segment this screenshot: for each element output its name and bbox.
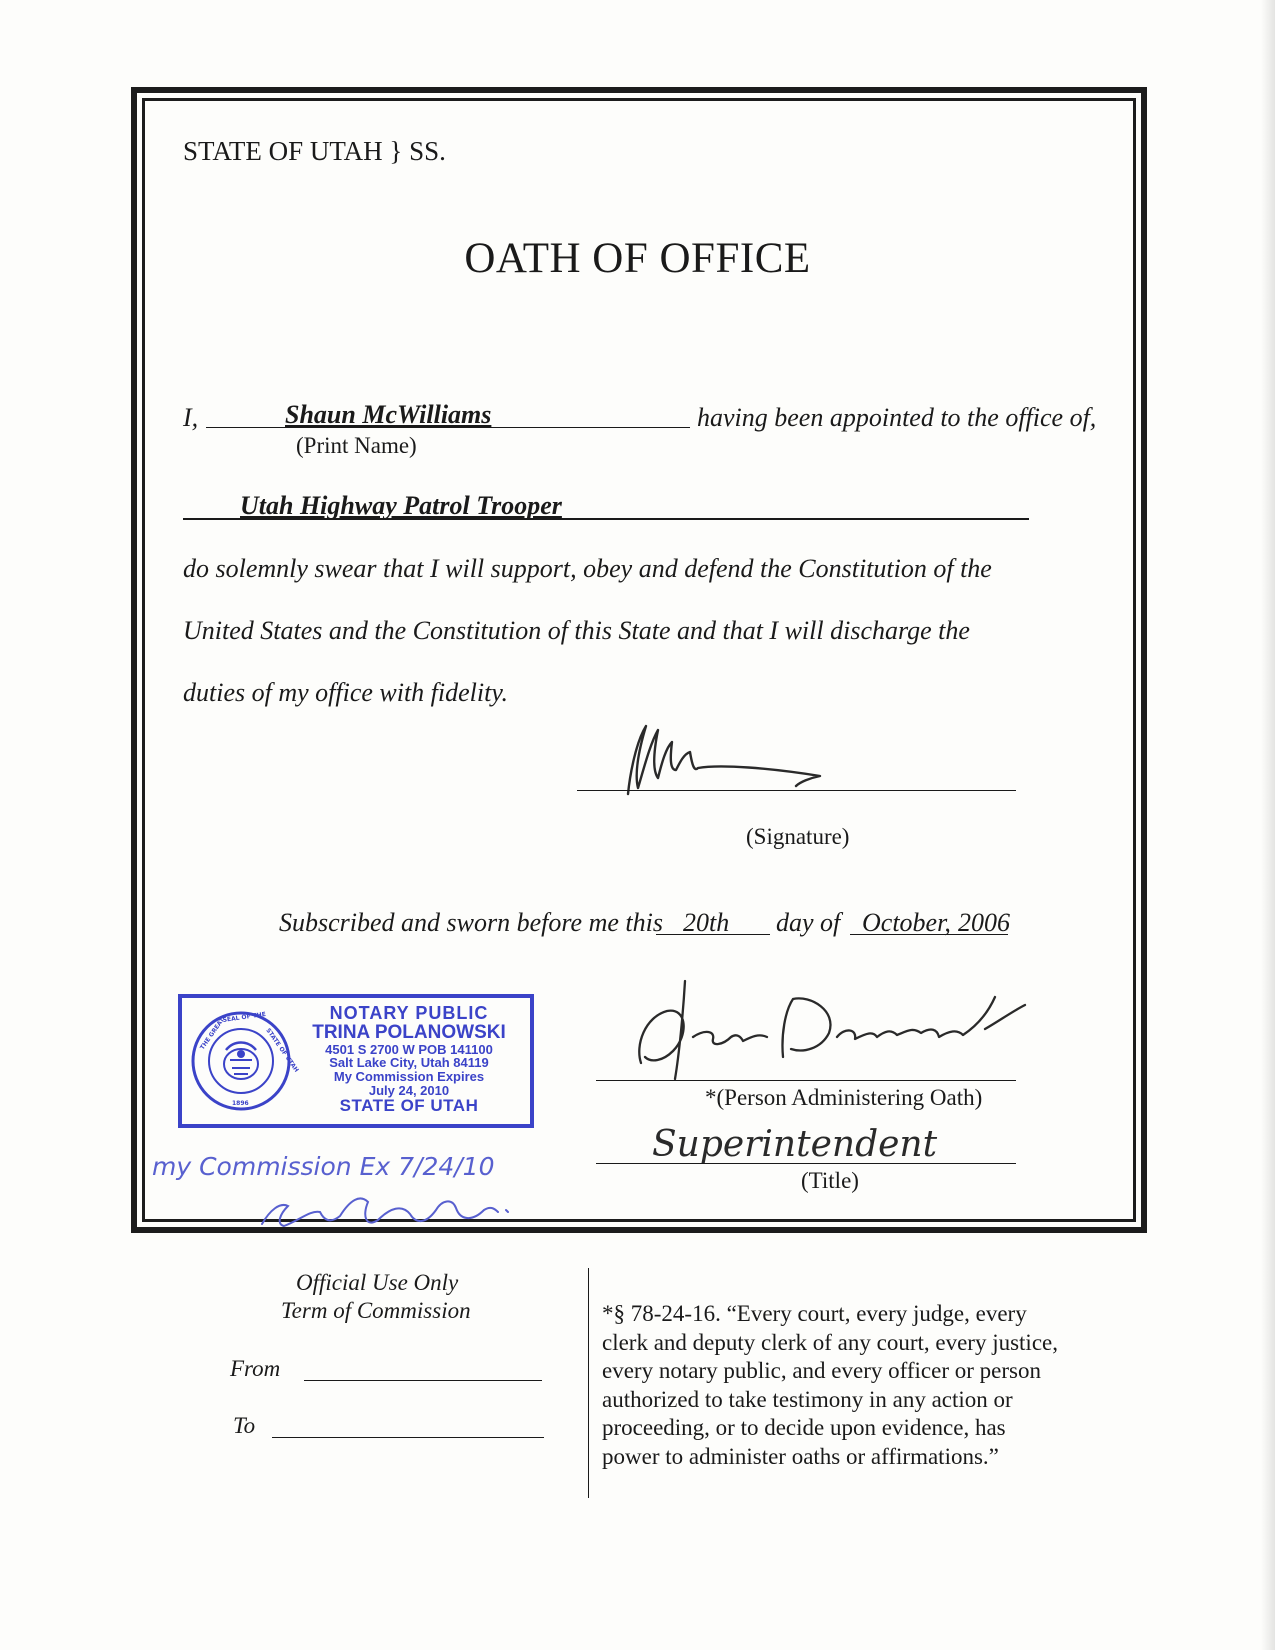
footer-divider: [588, 1268, 589, 1498]
title-caption: (Title): [801, 1168, 859, 1193]
statute-text: [602, 1300, 1142, 1471]
venue-heading: STATE OF UTAH } SS.: [183, 136, 446, 166]
oath-line-1: do solemnly swear that I will support, obey and defend the Constitution of the: [183, 554, 992, 583]
statute-line-6: power to administer oaths or affirmations.”: [602, 1443, 999, 1469]
oath-line-2: United States and the Constitution of this State and that I will discharge the: [183, 616, 970, 645]
statute-line-2: clerk and deputy clerk of any court, every justice,: [602, 1329, 1058, 1355]
statute-line-3: every notary public, and every officer or person: [602, 1358, 1041, 1383]
official-use-heading: Official Use Only: [296, 1270, 459, 1295]
handwritten-title: Superintendent: [652, 1124, 938, 1165]
statute-line-4: authorized to take testimony in any action or: [602, 1386, 1013, 1412]
from-label: From: [230, 1356, 281, 1381]
statute-line-5: proceeding, or to decide upon evidence, has: [602, 1415, 1006, 1440]
subscribed-month: October,: [862, 908, 951, 937]
seal-text-left: THE GREAT: [198, 1016, 226, 1052]
state-seal-icon: [190, 1010, 300, 1112]
seal-text-right: STATE OF UTAH: [264, 1027, 300, 1074]
notary-state: STATE OF UTAH: [339, 1096, 479, 1116]
appointee-name: Shaun McWilliams: [285, 400, 492, 429]
oath-line-3: duties of my office with fidelity.: [183, 678, 508, 707]
notary-stamp: [178, 994, 534, 1128]
office-title: Utah Highway Patrol Trooper: [240, 491, 562, 520]
notary-heading: NOTARY PUBLIC: [329, 1003, 489, 1023]
from-field-line: [304, 1380, 542, 1381]
notary-city: Salt Lake City, Utah 84119: [329, 1055, 489, 1071]
administering-signature: [615, 975, 1055, 1085]
title-line: [596, 1163, 1016, 1164]
term-of-commission: Term of Commission: [281, 1298, 471, 1323]
subscribed-prefix: Subscribed and sworn before me this: [279, 908, 663, 937]
administering-caption: *(Person Administering Oath): [705, 1085, 983, 1110]
notary-signature: [250, 1180, 550, 1240]
name-caption: (Print Name): [296, 433, 417, 458]
to-field-line: [272, 1437, 544, 1438]
appointment-prefix: I,: [183, 403, 199, 432]
administering-line: [596, 1080, 1016, 1081]
subscribed-day: 20th: [683, 908, 730, 937]
statute-line-1: *§ 78-24-16. “Every court, every judge, every: [602, 1301, 1027, 1326]
notary-stamp-text: [294, 1004, 524, 1115]
to-label: To: [233, 1413, 256, 1438]
seal-text-top: SEAL OF THE: [222, 1010, 267, 1024]
notary-expiry-date: July 24, 2010: [368, 1082, 450, 1098]
document-title: OATH OF OFFICE: [464, 235, 811, 282]
notary-address: 4501 S 2700 W POB 141100: [325, 1041, 493, 1057]
subscribed-year: 2006: [958, 908, 1010, 937]
seal-year: 1896: [232, 1100, 249, 1107]
signature-caption: (Signature): [746, 824, 850, 849]
notary-commission: My Commission Expires: [333, 1069, 485, 1085]
signature-line: [577, 790, 1016, 791]
appointment-suffix: having been appointed to the office of,: [697, 403, 1097, 432]
subscribed-middle: day of: [776, 908, 841, 937]
notary-name: TRINA POLANOWSKI: [312, 1021, 506, 1043]
handwritten-commission-note: my Commission Ex 7/24/10: [152, 1152, 495, 1181]
